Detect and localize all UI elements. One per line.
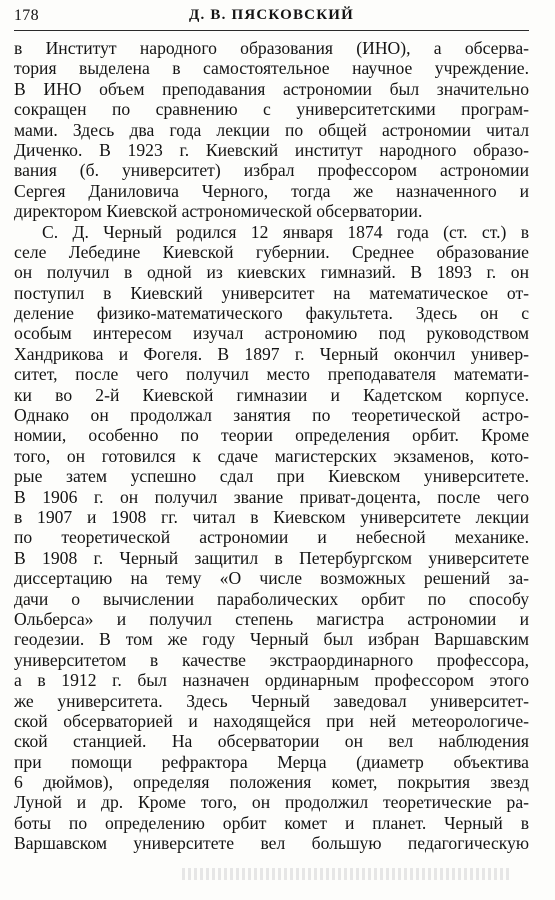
text-line: ситет, после чего получил место преподавателя математи- <box>14 364 529 385</box>
text-line: ской обсерваторией и находящейся при ней метеорологиче- <box>14 710 529 731</box>
text-line: Однако он продолжал занятия по теоретической астро- <box>14 405 529 426</box>
text-line: диссертацию на тему «О числе возможных решений за- <box>14 568 529 589</box>
text-line: Ольберса» и получил степень магистра астрономии и <box>14 608 529 629</box>
text-line: а в 1912 г. был назначен ординарным профессором этого <box>14 670 529 691</box>
text-line: Диченко. В 1923 г. Киевский институт народного образо- <box>14 139 529 160</box>
text-line: директором Киевской астрономической обсерватории. <box>14 201 423 222</box>
text-line: боты по определению орбит комет и планет. Черный в <box>14 812 529 833</box>
text-line: мами. Здесь два года лекции по общей астрономии читал <box>14 119 529 140</box>
text-line: он получил в одной из киевских гимназий. В 1893 г. он <box>14 262 529 283</box>
page-header <box>14 4 529 31</box>
text-line: университетом в качестве экстраординарного профессора, <box>14 649 529 670</box>
text-line: в Институт народного образования (ИНО), а обсерва- <box>14 38 529 58</box>
text-line: при помощи рефрактора Мерца (диаметр объектива <box>14 751 529 772</box>
text-line: номии, особенно по теории определения орбит. Кроме <box>14 425 529 446</box>
text-line: В ИНО объем преподавания астрономии был значительно <box>14 78 529 99</box>
text-line: тория выделена в самостоятельное научное учреждение. <box>14 58 529 79</box>
page-number: 178 <box>14 7 39 24</box>
text-line: Луной и др. Кроме того, он продолжил теоретические ра- <box>14 792 529 813</box>
text-line: ской станцией. На обсерватории он вел наблюдения <box>14 731 529 752</box>
text-line: Варшавском университете вел большую педагогическую <box>14 833 529 854</box>
text-line: С. Д. Черный родился 12 января 1874 года (ст. ст.) в <box>42 221 529 242</box>
text-line: особым интересом изучал астрономию под руководством <box>14 323 529 344</box>
text-line: в 1907 и 1908 гг. читал в Киевском университете лекции <box>14 506 529 527</box>
text-line: рые затем успешно сдал при Киевском университете. <box>14 466 529 487</box>
text-line: В 1906 г. он получил звание приват-доцента, после чего <box>14 486 529 507</box>
text-line: по теоретической астрономии и небесной механике. <box>14 527 529 548</box>
text-line: же университета. Здесь Черный заведовал университет- <box>14 690 529 711</box>
text-line: поступил в Киевский университет на математическое от- <box>14 282 529 303</box>
text-line: Сергея Даниловича Черного, тогда же назначенного и <box>14 180 529 201</box>
text-line: Хандрикова и Фогеля. В 1897 г. Черный окончил универ- <box>14 343 529 364</box>
bleed-through-smudge <box>182 868 512 880</box>
text-line: деление физико-математического факультета. Здесь он с <box>14 303 529 324</box>
text-line: ки во 2-й Киевской гимназии и Кадетском корпусе. <box>14 384 529 405</box>
running-head: Д. В. ПЯСКОВСКИЙ <box>188 7 355 23</box>
text-line: вания (б. университет) избрал профессором астрономии <box>14 160 529 181</box>
text-line: геодезии. В том же году Черный был избран Варшавским <box>14 629 529 650</box>
text-line: 6 дюймов), определяя положения комет, покрытия звезд <box>14 772 529 793</box>
text-line: селе Лебедине Киевской губернии. Среднее образование <box>14 241 529 262</box>
text-line: сокращен по сравнению с университетскими програм- <box>14 99 529 120</box>
text-line: В 1908 г. Черный защитил в Петербургском университете <box>14 547 529 568</box>
text-line: дачи о вычислении параболических орбит по способу <box>14 588 529 609</box>
body-text <box>14 38 529 854</box>
text-line: того, он готовился к сдаче магистерских экзаменов, кото- <box>14 445 529 466</box>
